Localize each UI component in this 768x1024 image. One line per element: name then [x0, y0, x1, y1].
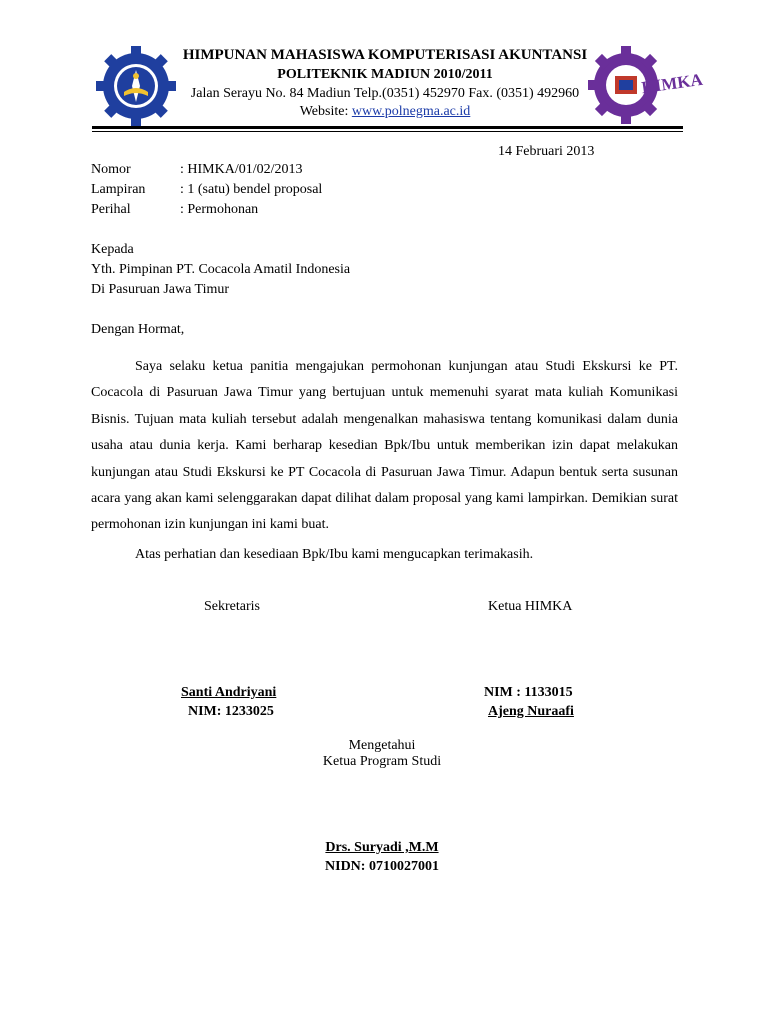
letter-date: 14 Februari 2013 [498, 144, 595, 159]
recipient-line-1: Kepada [91, 242, 134, 257]
signature-right-id: NIM : 1133015 [484, 685, 573, 700]
website-line [150, 103, 620, 121]
himka-logo-text: HIMKA [640, 69, 704, 98]
signature-left-role: Sekretaris [204, 599, 260, 614]
meta-value-perihal: : Permohonan [180, 202, 259, 217]
website-label: Website: [299, 104, 349, 119]
signature-left-id: NIM: 1233025 [188, 704, 274, 719]
meta-key-perihal: Perihal [91, 202, 131, 217]
org-name: HIMPUNAN MAHASISWA KOMPUTERISASI AKUNTANSI [182, 47, 588, 63]
salutation: Dengan Hormat, [91, 322, 185, 337]
body-paragraph-text: Saya selaku ketua panitia mengajukan permohonan kunjungan atau Studi Ekskursi ke PT. Cocacola di Pasuruan Jawa Timur yang bertujuan untuk memenuhi syarat mata kuliah Komunikasi Bisnis. Tujuan mata kuliah tersebut adalah mengenalkan mahasiswa tentang komunikasi dalam dunia usaha atau dunia kerja. Kami berharap kesedian Bpk/Ibu untuk memberikan izin dapat melakukan kunjungan atau Studi Ekskursi ke PT Cocacola di Pasuruan Jawa Timur. Adapun bentuk serta susunan acara yang akan kami selenggarakan dapat dilihat dalam proposal yang kami lampirkan. Demikian surat permohonan izin kunjungan ini kami buat. [91, 359, 678, 533]
signature-right-name: Ajeng Nuraafi [488, 704, 574, 719]
closing-sentence: Atas perhatian dan kesediaan Bpk/Ibu kami mengucapkan terimakasih. [135, 547, 534, 562]
header-divider-thick [92, 126, 683, 129]
signature-left-name: Santi Andriyani [181, 685, 277, 700]
meta-value-nomor: : HIMKA/01/02/2013 [180, 162, 303, 177]
signature-right-role: Ketua HIMKA [488, 599, 573, 614]
signature-center-label: Mengetahui [348, 738, 416, 753]
recipient-line-3: Di Pasuruan Jawa Timur [91, 282, 230, 297]
website-link[interactable]: www.polnegma.ac.id [351, 104, 471, 119]
address-line: Jalan Serayu No. 84 Madiun Telp.(0351) 452970 Fax. (0351) 492960 [190, 86, 580, 101]
meta-key-nomor: Nomor [91, 162, 131, 177]
signature-center-name-wrap [232, 838, 532, 857]
signature-center-id: NIDN: 0710027001 [325, 859, 439, 874]
header-divider-thin [92, 131, 683, 132]
meta-key-lampiran: Lampiran [91, 182, 146, 197]
institution-name: POLITEKNIK MADIUN 2010/2011 [277, 67, 493, 82]
signature-center-role: Ketua Program Studi [322, 754, 442, 769]
meta-value-lampiran: : 1 (satu) bendel proposal [180, 182, 323, 197]
signature-center-name: Drs. Suryadi ,M.M [325, 840, 439, 855]
recipient-line-2: Yth. Pimpinan PT. Cocacola Amatil Indonesia [91, 262, 351, 277]
body-paragraph [91, 354, 678, 539]
